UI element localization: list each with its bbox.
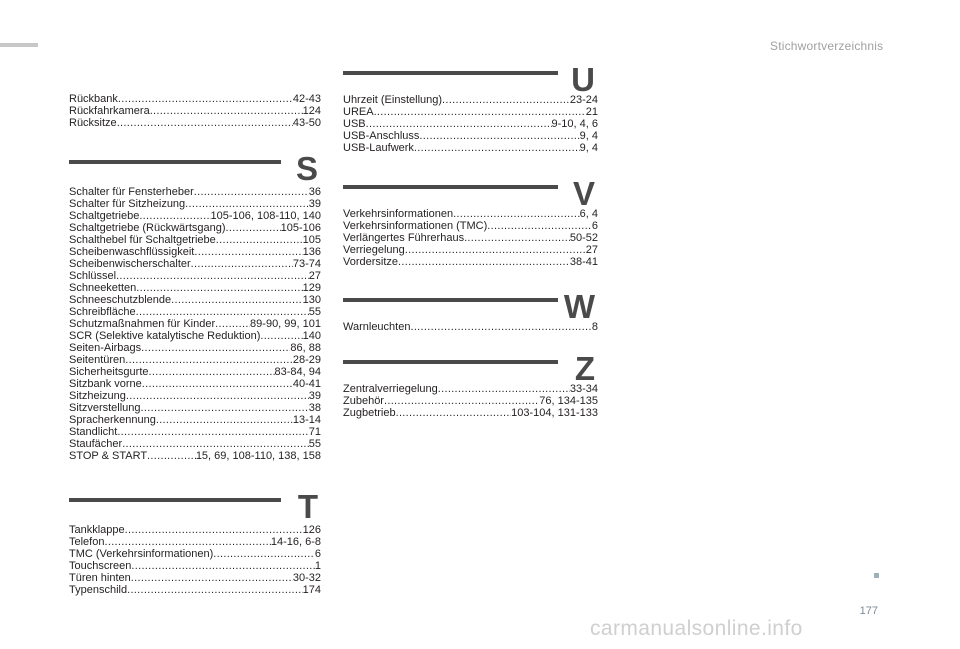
dot-leader: [127, 584, 303, 596]
index-page-refs: 27: [308, 270, 321, 282]
index-entry: [343, 232, 598, 244]
page-number: 177: [859, 605, 878, 617]
index-term: TMC (Verkehrsinformationen): [69, 548, 214, 560]
letter-rule: [343, 185, 558, 189]
dot-leader: [194, 186, 309, 198]
index-page-refs: 30-32: [292, 572, 321, 584]
dot-leader: [117, 117, 293, 129]
index-entry: [69, 198, 321, 210]
index-page-refs: 28-29: [292, 354, 321, 366]
index-page-refs: 14-16, 6-8: [270, 536, 321, 548]
index-term: Scheibenwaschflüssigkeit: [69, 246, 195, 258]
dot-leader: [215, 318, 250, 330]
index-term: Schutzmaßnahmen für Kinder: [69, 318, 216, 330]
dot-leader: [136, 282, 302, 294]
index-entry: [343, 118, 598, 130]
index-entry: [343, 244, 598, 256]
dot-leader: [260, 330, 302, 342]
dot-leader: [464, 232, 570, 244]
index-term: Standlicht: [69, 426, 118, 438]
index-page-refs: 39: [308, 390, 321, 402]
index-term: Verlängertes Führerhaus: [343, 232, 465, 244]
dot-leader: [141, 402, 309, 414]
letter-label: T: [297, 488, 318, 525]
letter-rule: [343, 298, 558, 302]
index-term: Sitzbank vorne: [69, 378, 142, 390]
index-entry: [69, 105, 321, 117]
dot-leader: [104, 536, 270, 548]
index-group-w: [343, 288, 598, 333]
index-page-refs: 38-41: [569, 256, 598, 268]
index-group-v: [343, 175, 598, 268]
index-entry: [69, 270, 321, 282]
index-page-refs: 130: [302, 294, 321, 306]
dot-leader: [398, 256, 570, 268]
index-term: Zentralverriegelung: [343, 383, 438, 395]
letter-label: U: [571, 61, 595, 98]
letter-rule: [69, 498, 281, 502]
index-term: Schreibfläche: [69, 306, 136, 318]
index-page-refs: 126: [302, 524, 321, 536]
index-entry: [69, 438, 321, 450]
index-page-refs: 6: [314, 548, 321, 560]
index-entry: [69, 93, 321, 105]
index-entry: [69, 572, 321, 584]
index-page-refs: 105: [302, 234, 321, 246]
index-entry: [343, 256, 598, 268]
index-entry: [69, 378, 321, 390]
dot-leader: [487, 220, 592, 232]
index-entry: [69, 222, 321, 234]
index-page-refs: 40-41: [292, 378, 321, 390]
letter-header-z: [343, 350, 598, 387]
index-term: Verkehrsinformationen: [343, 208, 454, 220]
dot-leader: [131, 572, 293, 584]
index-page-refs: 23-24: [569, 94, 598, 106]
watermark-logo: carmanualsonline.info: [590, 617, 803, 640]
index-term: Rückbank: [69, 93, 118, 105]
index-term: Seitentüren: [69, 354, 126, 366]
index-term: Schaltgetriebe: [69, 210, 140, 222]
index-page-refs: 73-74: [292, 258, 321, 270]
index-term: Telefon: [69, 536, 105, 548]
dot-leader: [216, 234, 303, 246]
letter-header-u: [343, 61, 598, 98]
dot-leader: [384, 395, 539, 407]
index-group-s: [69, 150, 321, 462]
index-term: Schaltgetriebe (Rückwärtsgang): [69, 222, 226, 234]
header-accent-bar: [0, 43, 38, 47]
index-entry: [69, 306, 321, 318]
index-entry: [343, 106, 598, 118]
index-term: Sitzheizung: [69, 390, 126, 402]
dot-leader: [405, 244, 586, 256]
index-page-refs: 33-34: [569, 383, 598, 395]
index-entry: [69, 117, 321, 129]
index-entry: [69, 524, 321, 536]
index-group-t: [69, 488, 321, 596]
index-page-refs: 6: [591, 220, 598, 232]
index-page-refs: 50-52: [569, 232, 598, 244]
index-page-refs: 13-14: [292, 414, 321, 426]
index-term: Staufächer: [69, 438, 123, 450]
dot-leader: [226, 222, 281, 234]
index-term: UREA: [343, 106, 374, 118]
dot-leader: [150, 105, 303, 117]
index-page-refs: 89-90, 99, 101: [250, 318, 321, 330]
dot-leader: [125, 524, 303, 536]
index-term: Typenschild: [69, 584, 128, 596]
index-page-refs: 55: [308, 306, 321, 318]
index-page-refs: 8: [591, 321, 598, 333]
index-page-refs: 105-106, 108-110, 140: [210, 210, 321, 222]
index-term: Scheibenwischerschalter: [69, 258, 191, 270]
index-term: USB-Anschluss: [343, 130, 420, 142]
dot-leader: [136, 306, 309, 318]
index-term: Schalthebel für Schaltgetriebe: [69, 234, 216, 246]
index-term: STOP & START: [69, 450, 148, 462]
index-page-refs: 15, 69, 108-110, 138, 158: [195, 450, 321, 462]
index-term: USB-Laufwerk: [343, 142, 414, 154]
dot-leader: [116, 270, 309, 282]
index-page-refs: 9, 4: [579, 130, 598, 142]
page-corner-mark: [874, 573, 879, 578]
index-entry: [343, 220, 598, 232]
dot-leader: [149, 366, 275, 378]
index-term: Verkehrsinformationen (TMC): [343, 220, 488, 232]
index-term: Verriegelung: [343, 244, 405, 256]
dot-leader: [126, 390, 309, 402]
dot-leader: [213, 548, 315, 560]
dot-leader: [374, 106, 586, 118]
index-entry: [69, 258, 321, 270]
index-term: SCR (Selektive katalytische Reduktion): [69, 330, 261, 342]
index-entry: [69, 210, 321, 222]
letter-rule: [343, 360, 558, 364]
dot-leader: [118, 93, 293, 105]
index-term: USB: [343, 118, 366, 130]
index-page-refs: 38: [308, 402, 321, 414]
section-title: Stichwortverzeichnis: [770, 39, 884, 53]
index-page-refs: 9, 4: [579, 142, 598, 154]
index-term: Schneeketten: [69, 282, 137, 294]
index-term: Spracherkennung: [69, 414, 156, 426]
index-entry: [343, 407, 598, 419]
index-term: Rücksitze: [69, 117, 117, 129]
letter-header-v: [343, 175, 598, 212]
index-page-refs: 124: [302, 105, 321, 117]
index-entry: [343, 395, 598, 407]
index-entry: [69, 186, 321, 198]
letter-header-w: [343, 288, 598, 325]
index-term: Schlüssel: [69, 270, 117, 282]
index-page-refs: 83-84, 94: [274, 366, 321, 378]
dot-leader: [156, 414, 293, 426]
index-page-refs: 9-10, 4, 6: [551, 118, 598, 130]
dot-leader: [122, 438, 309, 450]
index-page-refs: 105-106: [280, 222, 321, 234]
index-term: Türen hinten: [69, 572, 131, 584]
dot-leader: [142, 378, 293, 390]
dot-leader: [366, 118, 552, 130]
letter-rule: [343, 71, 558, 75]
index-entry: [69, 548, 321, 560]
index-page-refs: 86, 88: [290, 342, 321, 354]
dot-leader: [419, 130, 579, 142]
index-entry: [69, 318, 321, 330]
index-term: Zugbetrieb: [343, 407, 396, 419]
letter-rule: [69, 160, 281, 164]
index-entry: [69, 366, 321, 378]
letter-header-t: [69, 488, 321, 525]
dot-leader: [191, 258, 293, 270]
dot-leader: [414, 142, 580, 154]
index-group-r: [69, 93, 321, 129]
index-entry: [69, 414, 321, 426]
dot-leader: [396, 407, 512, 419]
index-group-u: [343, 61, 598, 154]
index-page-refs: 39: [308, 198, 321, 210]
index-entry: [69, 426, 321, 438]
letter-label: V: [572, 175, 595, 212]
index-page-refs: 103-104, 131-133: [511, 407, 598, 419]
index-page-refs: 71: [308, 426, 321, 438]
dot-leader: [139, 210, 210, 222]
index-entry: [69, 402, 321, 414]
index-page-refs: 76, 134-135: [539, 395, 598, 407]
index-entry: [69, 246, 321, 258]
index-page-refs: 136: [302, 246, 321, 258]
letter-label: Z: [574, 350, 595, 387]
index-page-refs: 55: [308, 438, 321, 450]
index-term: Rückfahrkamera: [69, 105, 150, 117]
index-entry: [69, 390, 321, 402]
index-term: Vordersitze: [343, 256, 399, 268]
index-entry: [69, 294, 321, 306]
letter-header-s: [69, 150, 321, 187]
index-page-refs: 1: [314, 560, 321, 572]
index-term: Seiten-Airbags: [69, 342, 142, 354]
index-page-refs: 42-43: [292, 93, 321, 105]
index-term: Schalter für Fensterheber: [69, 186, 194, 198]
index-page-refs: 21: [585, 106, 598, 118]
dot-leader: [171, 294, 303, 306]
index-term: Touchscreen: [69, 560, 132, 572]
index-term: Sitzverstellung: [69, 402, 141, 414]
index-entry: [69, 234, 321, 246]
dot-leader: [147, 450, 196, 462]
index-page-refs: 129: [302, 282, 321, 294]
index-group-z: [343, 350, 598, 419]
index-page-refs: 36: [308, 186, 321, 198]
index-entry: [69, 560, 321, 572]
letter-label: W: [563, 288, 595, 325]
letter-label: S: [295, 150, 318, 187]
index-page-refs: 43-50: [292, 117, 321, 129]
index-entry: [69, 450, 321, 462]
index-term: Uhrzeit (Einstellung): [343, 94, 443, 106]
index-term: Warnleuchten: [343, 321, 411, 333]
index-entry: [69, 354, 321, 366]
index-entry: [69, 342, 321, 354]
index-page-refs: 174: [302, 584, 321, 596]
index-term: Schneeschutzblende: [69, 294, 172, 306]
index-entry: [69, 584, 321, 596]
dot-leader: [141, 342, 290, 354]
index-entry: [343, 130, 598, 142]
index-entry: [69, 282, 321, 294]
index-entry: [69, 536, 321, 548]
dot-leader: [194, 246, 302, 258]
dot-leader: [131, 560, 315, 572]
index-term: Sicherheitsgurte: [69, 366, 149, 378]
index-term: Schalter für Sitzheizung: [69, 198, 186, 210]
index-term: Zubehör: [343, 395, 384, 407]
index-term: Tankklappe: [69, 524, 125, 536]
dot-leader: [117, 426, 308, 438]
index-page-refs: 27: [585, 244, 598, 256]
index-page-refs: 140: [302, 330, 321, 342]
index-entry: [69, 330, 321, 342]
index-page-refs: 6, 4: [579, 208, 598, 220]
index-entry: [343, 142, 598, 154]
dot-leader: [185, 198, 309, 210]
dot-leader: [125, 354, 293, 366]
